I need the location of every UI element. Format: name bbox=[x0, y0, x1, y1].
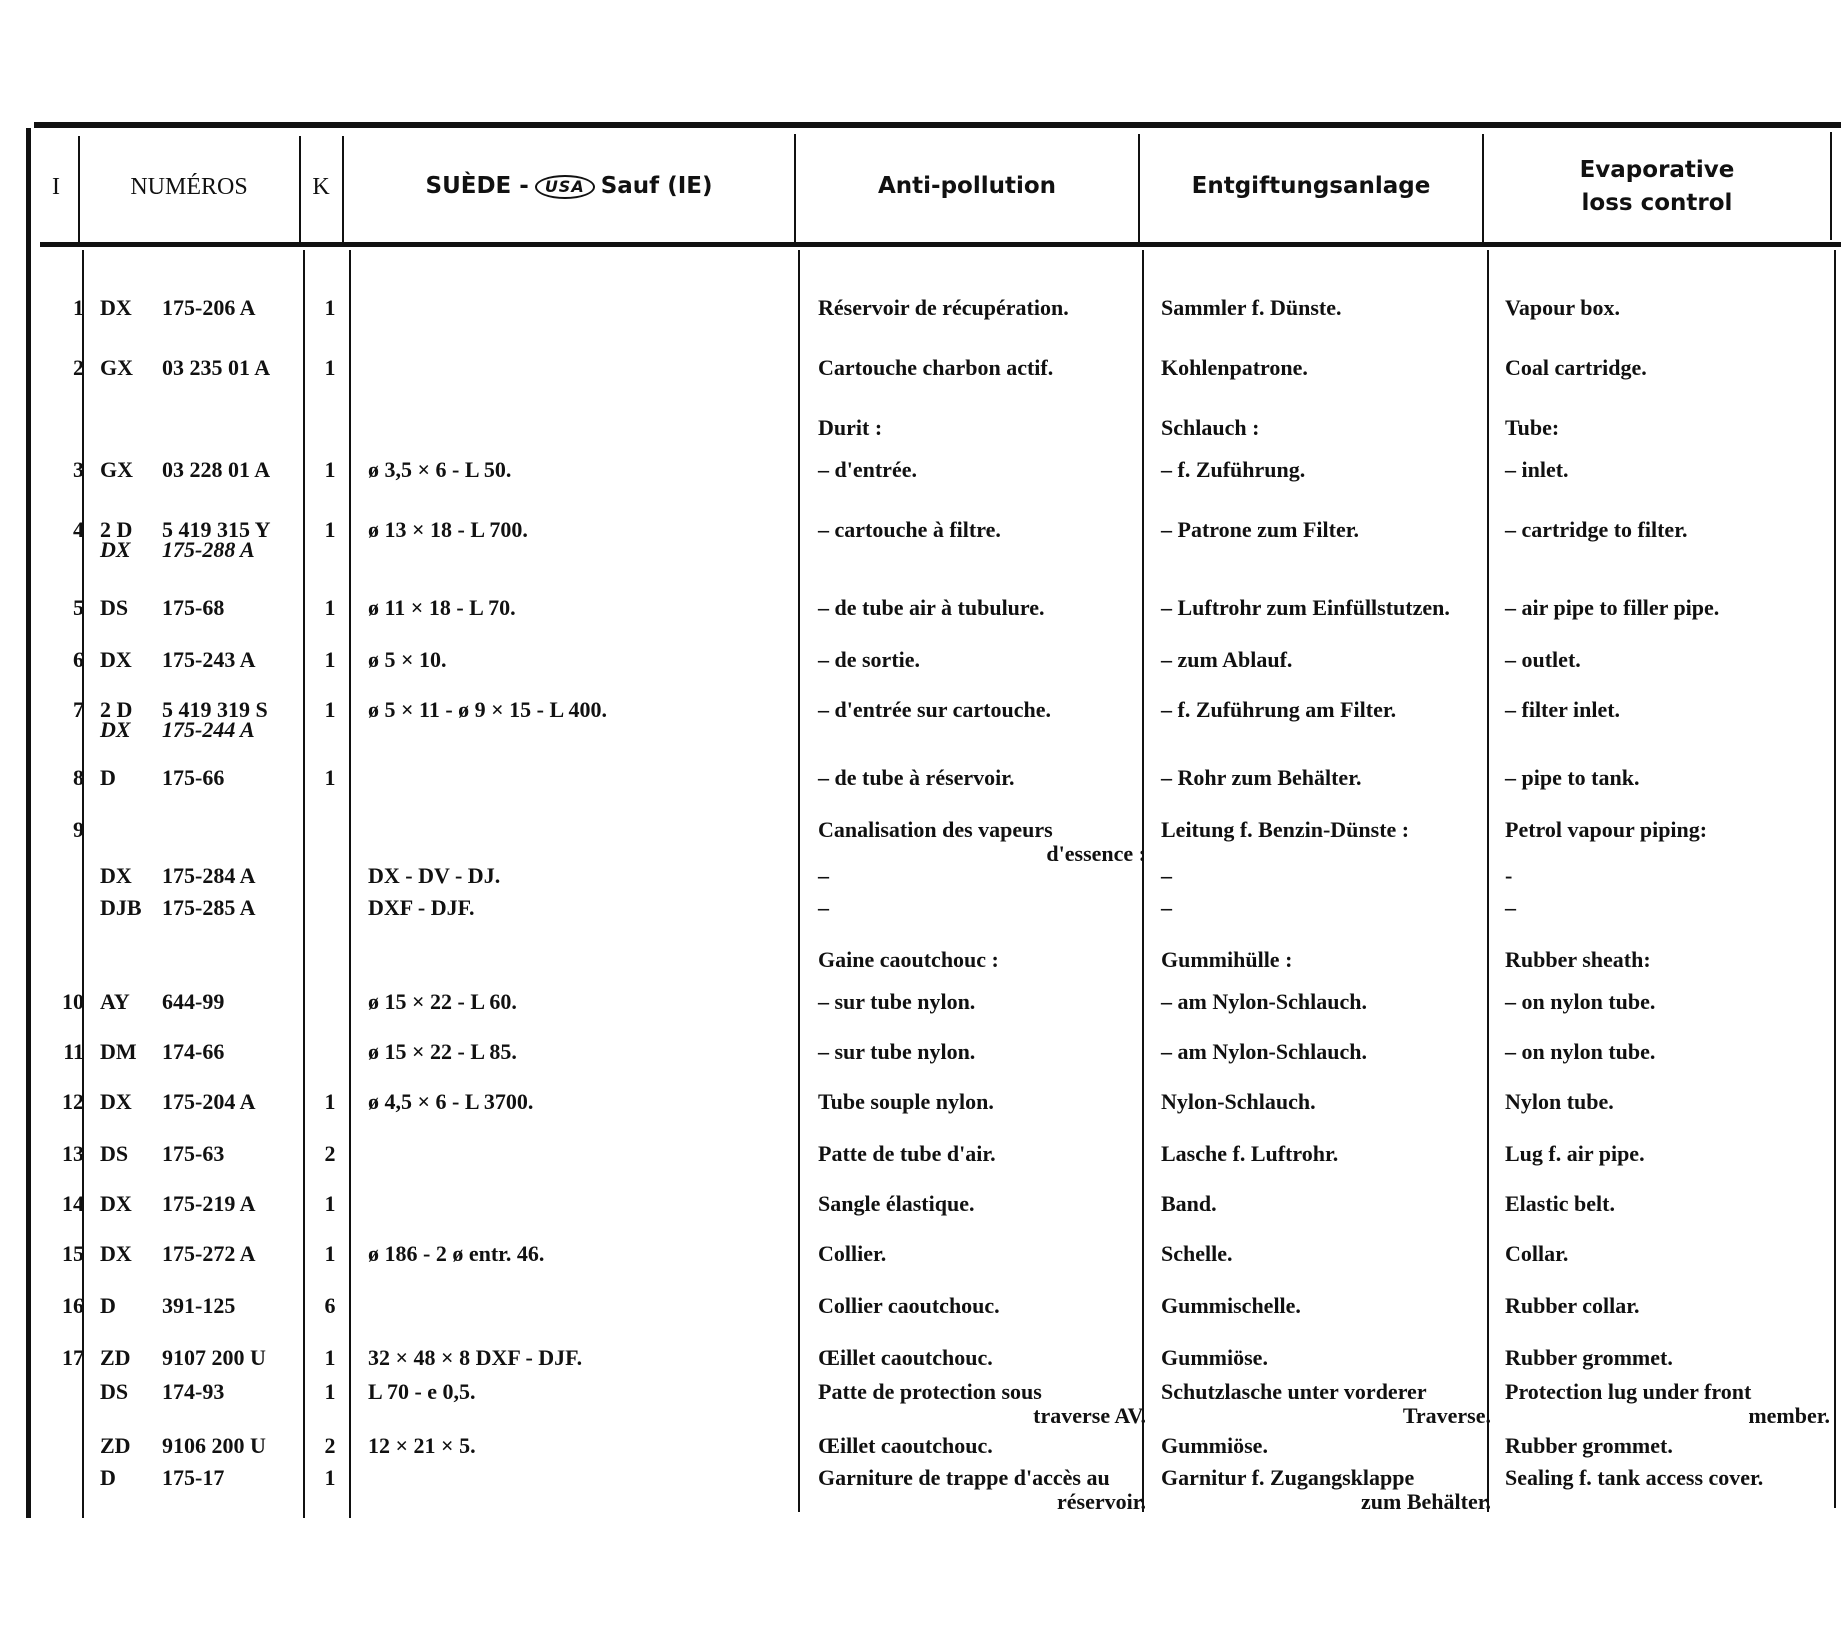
part-prefix: DS bbox=[100, 1141, 129, 1166]
row-index: 14 bbox=[62, 1191, 84, 1216]
header-bottom-rule bbox=[40, 242, 1841, 247]
description-german: Gummischelle. bbox=[1161, 1293, 1301, 1318]
quantity: 1 bbox=[324, 1379, 336, 1404]
description-english: Coal cartridge. bbox=[1505, 355, 1647, 380]
column-divider bbox=[349, 250, 351, 1518]
part-number: 644-99 bbox=[162, 989, 225, 1014]
part-prefix: 2 D bbox=[100, 697, 133, 722]
part-prefix: DM bbox=[100, 1039, 137, 1064]
specification: ø 15 × 22 - L 60. bbox=[368, 989, 517, 1014]
description-french: – de sortie. bbox=[818, 647, 921, 672]
description-german: – am Nylon-Schlauch. bbox=[1161, 989, 1367, 1014]
description-french: Œillet caoutchouc. bbox=[818, 1345, 993, 1370]
quantity: 1 bbox=[324, 355, 336, 380]
specification: DX - DV - DJ. bbox=[368, 863, 501, 888]
part-number: 174-93 bbox=[162, 1379, 225, 1404]
description-german: – bbox=[1161, 863, 1172, 888]
header-english: Evaporative loss control bbox=[1579, 156, 1735, 216]
quantity: 1 bbox=[324, 517, 336, 542]
column-divider bbox=[1830, 132, 1832, 240]
description-french: Patte de protection sous traverse AV. bbox=[818, 1379, 1146, 1428]
part-number: 175-284 A bbox=[162, 863, 256, 888]
description-english: Collar. bbox=[1505, 1241, 1569, 1266]
part-number: 175-272 A bbox=[162, 1241, 256, 1266]
part-number-alt: 175-288 A bbox=[162, 537, 255, 562]
part-number-alt: 175-244 A bbox=[162, 717, 255, 742]
part-number: 175-243 A bbox=[162, 647, 256, 672]
quantity: 1 bbox=[324, 697, 336, 722]
part-number: 175-206 A bbox=[162, 295, 256, 320]
row-index: 15 bbox=[62, 1241, 84, 1266]
quantity: 1 bbox=[324, 1345, 336, 1370]
specification: ø 11 × 18 - L 70. bbox=[368, 595, 516, 620]
row-index: 2 bbox=[73, 355, 84, 380]
description-english: Lug f. air pipe. bbox=[1505, 1141, 1645, 1166]
quantity: 2 bbox=[324, 1141, 336, 1166]
description-german: Lasche f. Luftrohr. bbox=[1161, 1141, 1339, 1166]
specification: 32 × 48 × 8 DXF - DJF. bbox=[368, 1345, 583, 1370]
part-prefix: ZD bbox=[100, 1433, 131, 1458]
header-german: Entgiftungsanlage bbox=[1191, 173, 1431, 200]
description-french: Patte de tube d'air. bbox=[818, 1141, 996, 1166]
description-german: – f. Zuführung am Filter. bbox=[1161, 697, 1397, 722]
description-german: – am Nylon-Schlauch. bbox=[1161, 1039, 1367, 1064]
part-number: 175-66 bbox=[162, 765, 225, 790]
part-prefix: DX bbox=[100, 647, 132, 672]
quantity: 1 bbox=[324, 647, 336, 672]
description-french: – d'entrée. bbox=[818, 457, 917, 482]
row-index: 17 bbox=[62, 1345, 84, 1370]
row-index: 6 bbox=[73, 647, 84, 672]
part-number: 175-219 A bbox=[162, 1191, 256, 1216]
description-french: Tube souple nylon. bbox=[818, 1089, 994, 1114]
part-number: 03 228 01 A bbox=[162, 457, 271, 482]
part-number: 03 235 01 A bbox=[162, 355, 271, 380]
description-english: – cartridge to filter. bbox=[1505, 517, 1688, 542]
part-number: 175-68 bbox=[162, 595, 225, 620]
description-french: Garniture de trappe d'accès au réservoir. bbox=[818, 1465, 1146, 1514]
description-german: Gummiöse. bbox=[1161, 1433, 1268, 1458]
header-spec: SUÈDE - USA Sauf (IE) bbox=[425, 173, 713, 200]
description-english: Vapour box. bbox=[1505, 295, 1620, 320]
description-english: – on nylon tube. bbox=[1505, 1039, 1656, 1064]
description-english: – filter inlet. bbox=[1505, 697, 1621, 722]
quantity: 1 bbox=[324, 1089, 336, 1114]
specification: ø 5 × 10. bbox=[368, 647, 447, 672]
description-english: – pipe to tank. bbox=[1505, 765, 1640, 790]
description-french: Collier caoutchouc. bbox=[818, 1293, 1000, 1318]
row-index: 12 bbox=[62, 1089, 84, 1114]
description-german: – f. Zuführung. bbox=[1161, 457, 1306, 482]
row-index: 10 bbox=[62, 989, 84, 1014]
quantity: 1 bbox=[324, 1241, 336, 1266]
description-german: Band. bbox=[1161, 1191, 1217, 1216]
description-french: Collier. bbox=[818, 1241, 887, 1266]
description-french: Œillet caoutchouc. bbox=[818, 1433, 993, 1458]
part-number: 391-125 bbox=[162, 1293, 236, 1318]
part-number: 175-17 bbox=[162, 1465, 225, 1490]
row-index: 4 bbox=[73, 517, 84, 542]
description-french: Sangle élastique. bbox=[818, 1191, 975, 1216]
quantity: 1 bbox=[324, 765, 336, 790]
part-prefix: D bbox=[100, 1465, 116, 1490]
quantity: 1 bbox=[324, 1465, 336, 1490]
column-divider bbox=[798, 250, 800, 1512]
part-prefix: DS bbox=[100, 595, 129, 620]
part-number: 175-285 A bbox=[162, 895, 256, 920]
description-french: – d'entrée sur cartouche. bbox=[818, 697, 1051, 722]
description-english: Rubber grommet. bbox=[1505, 1433, 1673, 1458]
description-english: Tube: bbox=[1505, 415, 1560, 440]
description-english: Rubber sheath: bbox=[1505, 947, 1651, 972]
quantity: 1 bbox=[324, 457, 336, 482]
part-number: 175-63 bbox=[162, 1141, 225, 1166]
part-prefix: GX bbox=[100, 457, 133, 482]
part-prefix: GX bbox=[100, 355, 133, 380]
description-english: Rubber grommet. bbox=[1505, 1345, 1673, 1370]
part-prefix: D bbox=[100, 765, 116, 790]
description-german: Schelle. bbox=[1161, 1241, 1233, 1266]
description-english: – air pipe to filler pipe. bbox=[1505, 595, 1720, 620]
description-german: Gummihülle : bbox=[1161, 947, 1293, 972]
usa-badge: USA bbox=[535, 175, 595, 199]
column-divider bbox=[1834, 250, 1836, 1508]
description-german: – zum Ablauf. bbox=[1161, 647, 1293, 672]
description-english: Sealing f. tank access cover. bbox=[1505, 1465, 1764, 1490]
description-french: – de tube à réservoir. bbox=[818, 765, 1015, 790]
description-english: Rubber collar. bbox=[1505, 1293, 1640, 1318]
part-number: 9106 200 U bbox=[162, 1433, 266, 1458]
description-german: – Luftrohr zum Einfüllstutzen. bbox=[1161, 595, 1450, 620]
row-index: 9 bbox=[73, 817, 84, 842]
header-index: I bbox=[52, 173, 60, 200]
row-index: 7 bbox=[73, 697, 84, 722]
description-french: – cartouche à filtre. bbox=[818, 517, 1001, 542]
part-number: 5 419 319 S bbox=[162, 697, 268, 722]
description-english: Petrol vapour piping: bbox=[1505, 817, 1708, 842]
specification: 12 × 21 × 5. bbox=[368, 1433, 476, 1458]
specification: L 70 - e 0,5. bbox=[368, 1379, 476, 1404]
specification: ø 5 × 11 - ø 9 × 15 - L 400. bbox=[368, 697, 607, 722]
description-english: Elastic belt. bbox=[1505, 1191, 1615, 1216]
description-english: – inlet. bbox=[1505, 457, 1569, 482]
description-german: – Rohr zum Behälter. bbox=[1161, 765, 1362, 790]
part-number: 5 419 315 Y bbox=[162, 517, 271, 542]
part-prefix: DS bbox=[100, 1379, 129, 1404]
description-french: – de tube air à tubulure. bbox=[818, 595, 1045, 620]
description-english: – on nylon tube. bbox=[1505, 989, 1656, 1014]
specification: ø 186 - 2 ø entr. 46. bbox=[368, 1241, 545, 1266]
description-german: Schutzlasche unter vorderer Traverse. bbox=[1161, 1379, 1491, 1428]
header-french: Anti-pollution bbox=[877, 173, 1057, 200]
row-index: 16 bbox=[62, 1293, 84, 1318]
description-french: – bbox=[818, 895, 829, 920]
description-german: Nylon-Schlauch. bbox=[1161, 1089, 1316, 1114]
part-number: 175-204 A bbox=[162, 1089, 256, 1114]
part-prefix: DX bbox=[100, 295, 132, 320]
row-index: 11 bbox=[63, 1039, 84, 1064]
description-german: Gummiöse. bbox=[1161, 1345, 1268, 1370]
part-prefix-alt: DX bbox=[100, 717, 131, 742]
column-divider bbox=[82, 250, 84, 1518]
part-prefix: AY bbox=[100, 989, 130, 1014]
header-numbers: NUMÉROS bbox=[130, 173, 248, 200]
description-german: Leitung f. Benzin-Dünste : bbox=[1161, 817, 1410, 842]
specification: DXF - DJF. bbox=[368, 895, 475, 920]
row-index: 1 bbox=[73, 295, 84, 320]
column-divider bbox=[303, 250, 305, 1518]
part-prefix: ZD bbox=[100, 1345, 131, 1370]
description-german: – Patrone zum Filter. bbox=[1161, 517, 1359, 542]
description-english: Protection lug under front member. bbox=[1505, 1379, 1830, 1428]
part-prefix: 2 D bbox=[100, 517, 133, 542]
quantity: 6 bbox=[324, 1293, 336, 1318]
quantity: 1 bbox=[324, 295, 336, 320]
part-prefix: DJB bbox=[100, 895, 142, 920]
quantity: 1 bbox=[324, 1191, 336, 1216]
description-german: Garnitur f. Zugangsklappe zum Behälter. bbox=[1161, 1465, 1491, 1514]
part-prefix-alt: DX bbox=[100, 537, 131, 562]
part-prefix: DX bbox=[100, 1191, 132, 1216]
description-french: Canalisation des vapeurs d'essence : bbox=[818, 817, 1146, 866]
description-french: Cartouche charbon actif. bbox=[818, 355, 1054, 380]
description-german: Kohlenpatrone. bbox=[1161, 355, 1308, 380]
description-french: Réservoir de récupération. bbox=[818, 295, 1069, 320]
row-index: 8 bbox=[73, 765, 84, 790]
header-k: K bbox=[312, 173, 330, 200]
table-left-border bbox=[26, 128, 31, 1518]
description-english: Nylon tube. bbox=[1505, 1089, 1614, 1114]
description-french: – bbox=[818, 863, 829, 888]
description-english: – outlet. bbox=[1505, 647, 1581, 672]
specification: ø 15 × 22 - L 85. bbox=[368, 1039, 517, 1064]
description-french: – sur tube nylon. bbox=[818, 989, 976, 1014]
part-number: 9107 200 U bbox=[162, 1345, 266, 1370]
part-prefix: DX bbox=[100, 1089, 132, 1114]
part-prefix: DX bbox=[100, 1241, 132, 1266]
description-english: – bbox=[1505, 895, 1516, 920]
quantity: 2 bbox=[324, 1433, 336, 1458]
part-prefix: DX bbox=[100, 863, 132, 888]
description-french: Durit : bbox=[818, 415, 883, 440]
quantity: 1 bbox=[324, 595, 336, 620]
row-index: 13 bbox=[62, 1141, 84, 1166]
row-index: 3 bbox=[73, 457, 84, 482]
specification: ø 3,5 × 6 - L 50. bbox=[368, 457, 512, 482]
row-index: 5 bbox=[73, 595, 84, 620]
description-german: – bbox=[1161, 895, 1172, 920]
description-english: - bbox=[1505, 863, 1513, 888]
part-number: 174-66 bbox=[162, 1039, 225, 1064]
part-prefix: D bbox=[100, 1293, 116, 1318]
specification: ø 4,5 × 6 - L 3700. bbox=[368, 1089, 534, 1114]
table-top-rule bbox=[34, 122, 1841, 128]
description-german: Sammler f. Dünste. bbox=[1161, 295, 1342, 320]
description-german: Schlauch : bbox=[1161, 415, 1260, 440]
description-french: Gaine caoutchouc : bbox=[818, 947, 999, 972]
description-french: – sur tube nylon. bbox=[818, 1039, 976, 1064]
specification: ø 13 × 18 - L 700. bbox=[368, 517, 528, 542]
